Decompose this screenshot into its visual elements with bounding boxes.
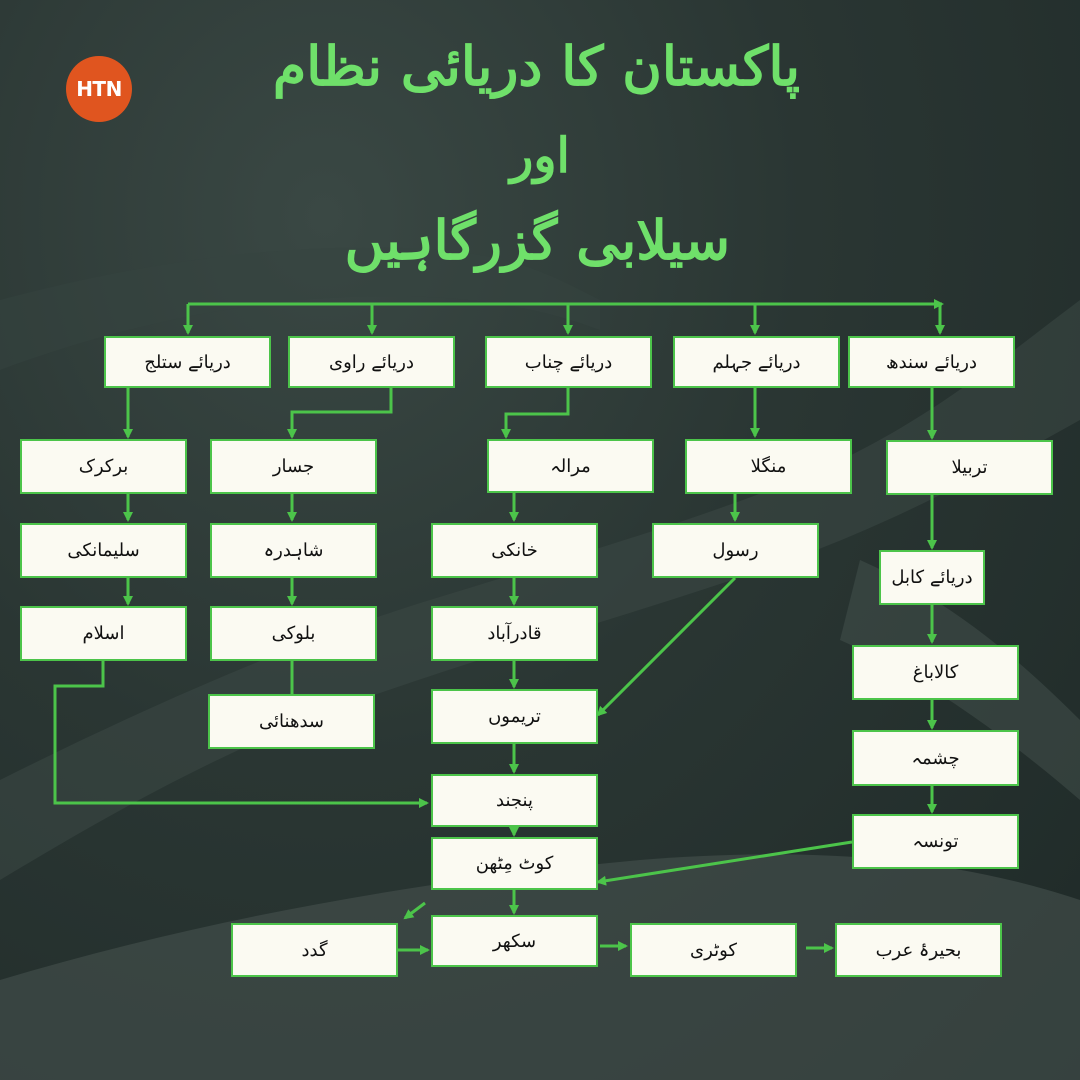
node-balloki: بلوکی [210, 606, 377, 661]
node-burkerak: برکرک [20, 439, 187, 494]
node-kalabagh: کالاباغ [852, 645, 1019, 700]
node-chashma: چشمہ [852, 730, 1019, 786]
htn-logo [66, 56, 132, 122]
node-kot-mithan: کوٹ مِٹھن [431, 837, 598, 890]
node-mangla: منگلا [685, 439, 852, 494]
river-jhelum: دریائے جہلم [673, 336, 840, 388]
node-taunsa: تونسہ [852, 814, 1019, 869]
node-tarbela: تربیلا [886, 440, 1053, 495]
page-title-line-3: سیلابی گزرگاہیں [344, 208, 730, 272]
node-marala: مرالہ [487, 439, 654, 493]
logo-text: HTN [76, 77, 122, 101]
river-sutlej: دریائے ستلج [104, 336, 271, 388]
node-sukkur: سکھر [431, 915, 598, 967]
node-qadirabad: قادرآباد [431, 606, 598, 661]
node-sulemanki: سلیمانکی [20, 523, 187, 578]
node-trimmu: تریموں [431, 689, 598, 744]
page-title-line-1: پاکستان کا دریائی نظام [272, 34, 800, 98]
node-islam: اسلام [20, 606, 187, 661]
node-shahdara: شاہدرہ [210, 523, 377, 578]
node-guddu: گدد [231, 923, 398, 977]
node-kotri: کوٹری [630, 923, 797, 977]
node-arabian-sea: بحیرۂ عرب [835, 923, 1002, 977]
river-indus: دریائے سندھ [848, 336, 1015, 388]
page-title-line-2: اور [510, 128, 570, 184]
node-panjnad: پنجند [431, 774, 598, 827]
node-khanki: خانکی [431, 523, 598, 578]
river-chenab: دریائے چناب [485, 336, 652, 388]
node-kabul-river: دریائے کابل [879, 550, 985, 605]
node-rasul: رسول [652, 523, 819, 578]
river-ravi: دریائے راوی [288, 336, 455, 388]
node-sidhnai: سدھنائی [208, 694, 375, 749]
node-jassar: جسار [210, 439, 377, 494]
